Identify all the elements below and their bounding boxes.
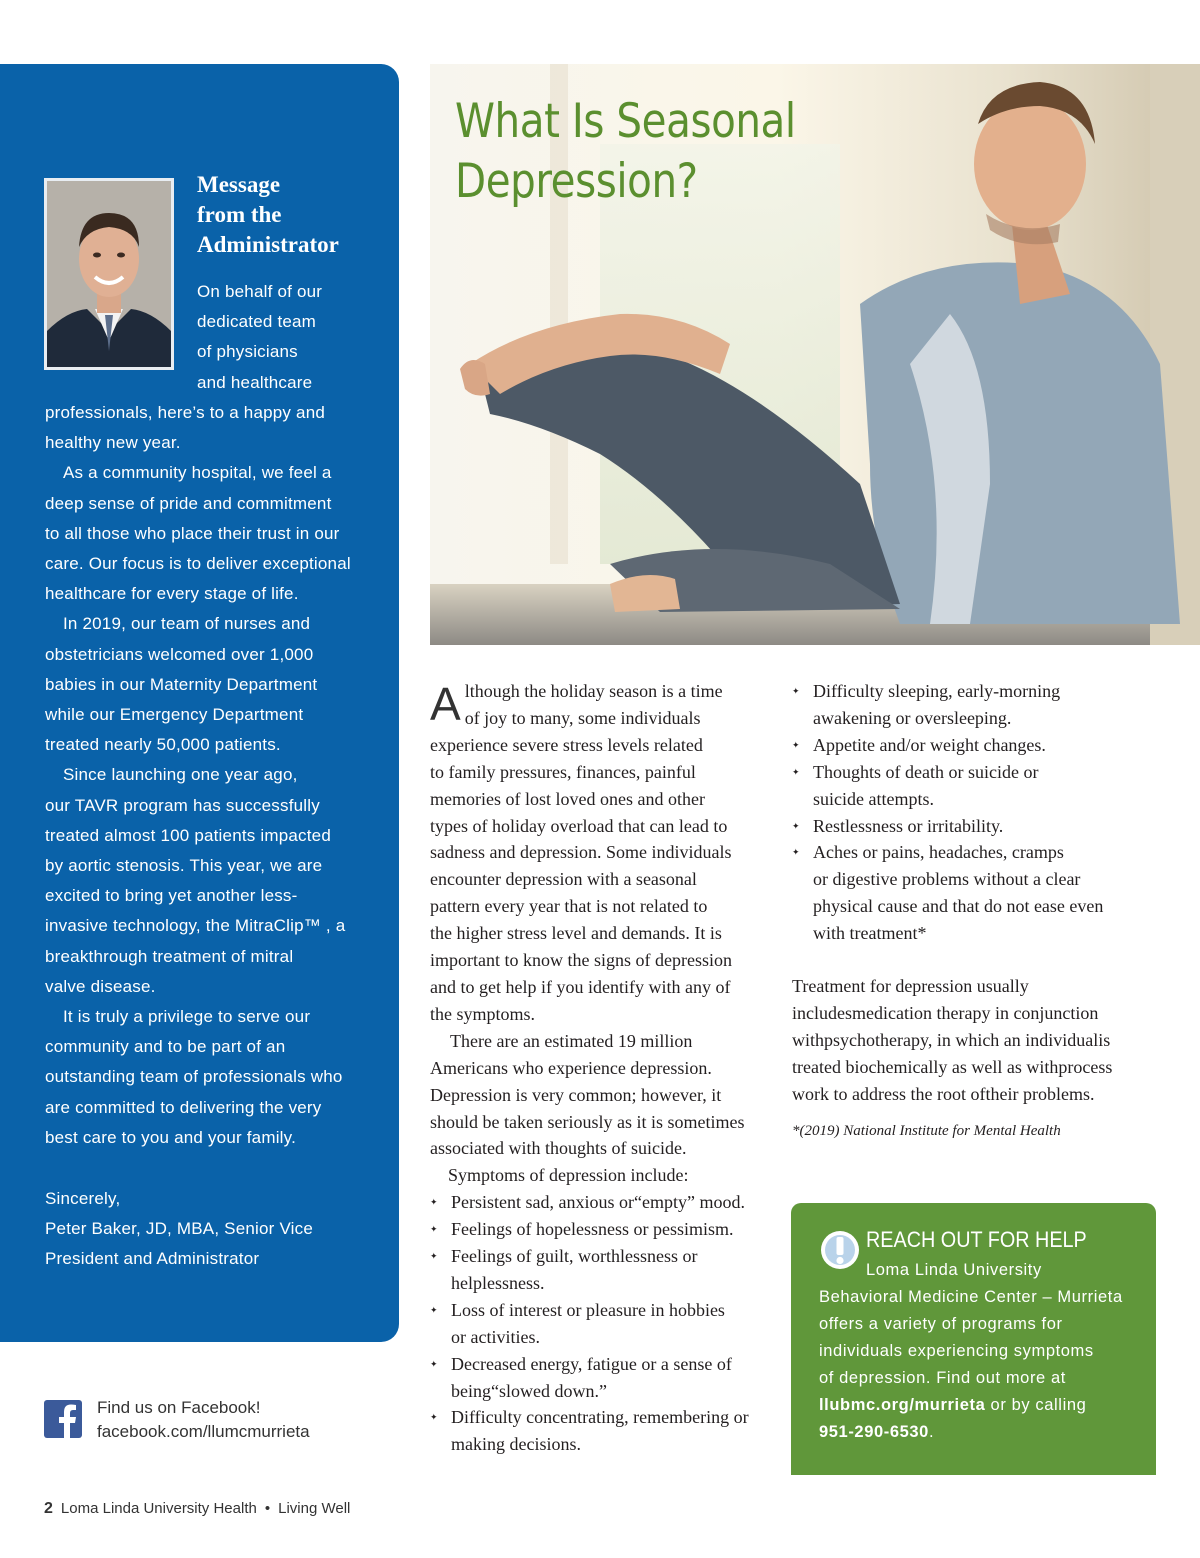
help-line: individuals experiencing symptoms: [819, 1342, 1094, 1360]
symptom-line: ✦ Loss of interest or pleasure in hobbies: [451, 1299, 725, 1320]
footer-separator: •: [264, 1500, 271, 1517]
sidebar-body-line: invasive technology, the MitraClip™ , a: [45, 916, 346, 936]
sidebar-body-line: In 2019, our team of nurses and: [63, 614, 311, 634]
help-line-link-row: [819, 1392, 1149, 1419]
symptom-line: making decisions.: [451, 1434, 581, 1455]
article-line: pattern every year that is not related to: [430, 896, 708, 917]
symptom-line: ✦ Restlessness or irritability.: [813, 815, 1004, 836]
symptom-line: or digestive problems without a clear: [813, 869, 1081, 890]
signoff-line: Peter Baker, JD, MBA, Senior Vice: [45, 1219, 314, 1239]
symptom-list-item: [792, 732, 1152, 759]
sidebar-body-line: our TAVR program has successfully: [45, 795, 320, 815]
sidebar-body-line: by aortic stenosis. This year, we are: [45, 856, 323, 876]
symptom-line: or activities.: [451, 1326, 540, 1347]
symptom-list-item: [430, 1404, 775, 1458]
symptom-line: ✦ Difficulty sleeping, early-morning: [813, 681, 1061, 701]
facebook-callout: [97, 1396, 310, 1444]
facebook-icon[interactable]: [44, 1400, 82, 1438]
administrator-portrait-illustration: [47, 181, 171, 367]
help-box-body: [819, 1257, 1149, 1446]
symptom-list-item: [430, 1297, 775, 1351]
article-line: psychotherapy, in which an individual: [824, 1029, 1099, 1050]
symptom-list-item: [792, 678, 1152, 732]
sidebar-body-line: community and to be part of an: [45, 1037, 286, 1057]
article-line: There are an estimated 19 million: [450, 1030, 693, 1051]
sidebar-heading-line: Administrator: [197, 232, 339, 257]
symptom-line: ✦ Feelings of guilt, worthlessness or: [451, 1246, 698, 1267]
sidebar-body-line: babies in our Maternity Department: [45, 674, 318, 694]
sidebar-heading-line: Message: [197, 172, 281, 197]
sidebar-body-line: treated nearly 50,000 patients.: [45, 735, 281, 755]
sidebar-body-line: professionals, here’s to a happy and: [45, 403, 326, 422]
administrator-message-panel: [0, 64, 399, 1342]
symptom-line: ✦ Persistent sad, anxious or“empty” mood.: [451, 1192, 745, 1213]
symptoms-intro: Symptoms of depression include:: [448, 1165, 689, 1186]
article-line: the higher stress level and demands. It is: [430, 923, 722, 944]
sidebar-body-line: care. Our focus is to deliver exceptional: [45, 554, 351, 574]
sidebar-body-line: excited to bring yet another less-: [45, 886, 298, 906]
sidebar-body-line: outstanding team of professionals who: [45, 1067, 343, 1087]
sidebar-body-line: best care to you and your family.: [45, 1127, 297, 1147]
symptom-line: awakening or oversleeping.: [813, 707, 1012, 728]
footnote: *(2019) National Institute for Mental Health: [792, 1122, 1061, 1139]
symptom-line: being“slowed down.”: [451, 1380, 607, 1401]
symptom-line: ✦ Difficulty concentrating, remembering or: [451, 1407, 749, 1428]
sidebar-intro-line: On behalf of our: [197, 282, 323, 301]
symptom-line: ✦ Aches or pains, headaches, cramps: [813, 842, 1064, 863]
sidebar-intro: [197, 277, 387, 398]
article-column-2: [792, 678, 1152, 1145]
article-column-1: [430, 678, 775, 1458]
help-website-link[interactable]: llubmc.org/murrieta: [819, 1396, 986, 1414]
page-footer: [44, 1500, 350, 1518]
article-line: and to get help if you identify with any of: [430, 976, 731, 997]
sidebar-body-line: valve disease.: [45, 976, 156, 996]
symptoms-list-2: [792, 678, 1152, 947]
sidebar-intro-line: dedicated team: [197, 312, 317, 332]
article-line: Depression is very common; however, it: [430, 1084, 722, 1105]
symptom-list-item: [430, 1189, 775, 1216]
facebook-label: Find us on Facebook!: [97, 1398, 261, 1417]
facebook-link[interactable]: facebook.com/llumcmurrieta: [97, 1422, 310, 1441]
symptom-list-item: [430, 1216, 775, 1243]
symptom-list-item: [792, 839, 1152, 947]
article-line: their problems.: [985, 1083, 1095, 1104]
article-line: associated with thoughts of suicide.: [430, 1138, 687, 1159]
reach-out-for-help-box: [791, 1203, 1156, 1475]
sidebar-body-line: healthy new year.: [45, 433, 181, 453]
article-line: encounter depression with a seasonal: [430, 869, 697, 890]
article-paragraph-2: [430, 1028, 775, 1163]
article-line: the symptoms.: [430, 1003, 536, 1024]
symptom-line: ✦ Appetite and/or weight changes.: [813, 734, 1046, 755]
title-line: Depression?: [455, 154, 698, 209]
article-line: Treatment for depression usually includes: [792, 976, 1029, 1023]
sidebar-body-line: to all those who place their trust in our: [45, 523, 340, 543]
article-title: [455, 92, 796, 212]
article-line: process work to address the root of: [792, 1056, 1113, 1104]
article-line: sadness and depression. Some individuals: [430, 842, 732, 863]
treatment-paragraph: [792, 973, 1152, 1108]
article-line: memories of lost loved ones and other: [430, 788, 705, 809]
sidebar-intro-line: of physicians: [197, 342, 298, 362]
article-line: is treated biochemically as well as with: [792, 1029, 1111, 1077]
symptom-line: suicide attempts.: [813, 788, 934, 809]
help-line: or by calling: [985, 1396, 1087, 1414]
symptom-line: physical cause and that do not ease even: [813, 896, 1104, 917]
symptom-line: with treatment*: [813, 923, 927, 944]
help-phone-end: .: [928, 1423, 935, 1441]
footer-publisher: Loma Linda University Health: [60, 1500, 257, 1517]
article-line: of joy to many, some individuals: [464, 707, 701, 728]
symptom-line: ✦ Feelings of hopelessness or pessimism.: [451, 1219, 734, 1240]
sidebar-signoff: [45, 1184, 385, 1275]
help-line: Behavioral Medicine Center – Murrieta: [819, 1288, 1123, 1306]
article-line: experience severe stress levels related: [430, 734, 703, 755]
sidebar-heading: [197, 170, 387, 260]
sidebar-body-line: Since launching one year ago,: [63, 765, 298, 785]
sidebar-body-line: It is truly a privilege to serve our: [63, 1007, 311, 1027]
sidebar-intro-line: and healthcare: [197, 372, 313, 392]
symptoms-list-1: [430, 1189, 775, 1458]
symptom-list-item: [792, 759, 1152, 813]
symptom-list-item: [430, 1243, 775, 1297]
help-phone-link[interactable]: 951-290-6530: [819, 1423, 929, 1441]
symptom-list-item: [430, 1351, 775, 1405]
article-paragraph-1: [430, 678, 775, 1028]
footer-publication: Living Well: [278, 1500, 351, 1517]
help-box-title: REACH OUT FOR HELP: [866, 1227, 1087, 1252]
symptom-line: ✦ Decreased energy, fatigue or a sense of: [451, 1353, 732, 1374]
sidebar-body-line: treated almost 100 patients impacted: [45, 825, 331, 845]
article-line: should be taken seriously as it is sometimes: [430, 1111, 745, 1132]
article-line: to family pressures, finances, painful: [430, 761, 696, 782]
article-line: important to know the signs of depression: [430, 950, 732, 971]
signoff-line: President and Administrator: [45, 1249, 260, 1269]
sidebar-body-line: are committed to delivering the very: [45, 1097, 322, 1117]
sidebar-body-line: deep sense of pride and commitment: [45, 493, 332, 513]
sidebar-heading-line: from the: [197, 202, 282, 227]
title-line: What Is Seasonal: [455, 94, 796, 149]
help-line: of depression. Find out more at: [819, 1369, 1066, 1387]
sidebar-body-line: breakthrough treatment of mitral: [45, 946, 294, 966]
symptom-line: helplessness.: [451, 1272, 545, 1293]
article-line: lthough the holiday season is a time: [464, 681, 723, 701]
sidebar-body-line: while our Emergency Department: [45, 705, 304, 725]
sidebar-body-line: As a community hospital, we feel a: [63, 463, 332, 483]
sidebar-body-line: healthcare for every stage of life.: [45, 584, 299, 604]
symptom-list-item: [792, 813, 1152, 840]
page-number: 2: [44, 1500, 53, 1517]
article-line: Americans who experience depression.: [430, 1057, 712, 1078]
help-line: offers a variety of programs for: [819, 1315, 1063, 1333]
drop-cap: A: [430, 678, 461, 730]
article-line: types of holiday overload that can lead to: [430, 815, 728, 836]
symptom-line: ✦ Thoughts of death or suicide or: [813, 761, 1039, 782]
article-line: medication therapy in conjunction with: [792, 1002, 1099, 1050]
sidebar-body-line: obstetricians welcomed over 1,000: [45, 644, 314, 664]
administrator-photo: [44, 178, 174, 370]
signoff-line: Sincerely,: [45, 1189, 121, 1208]
help-line: Loma Linda University: [866, 1261, 1042, 1279]
help-line-phone-row: [819, 1419, 1149, 1446]
sidebar-body: [45, 398, 385, 1153]
